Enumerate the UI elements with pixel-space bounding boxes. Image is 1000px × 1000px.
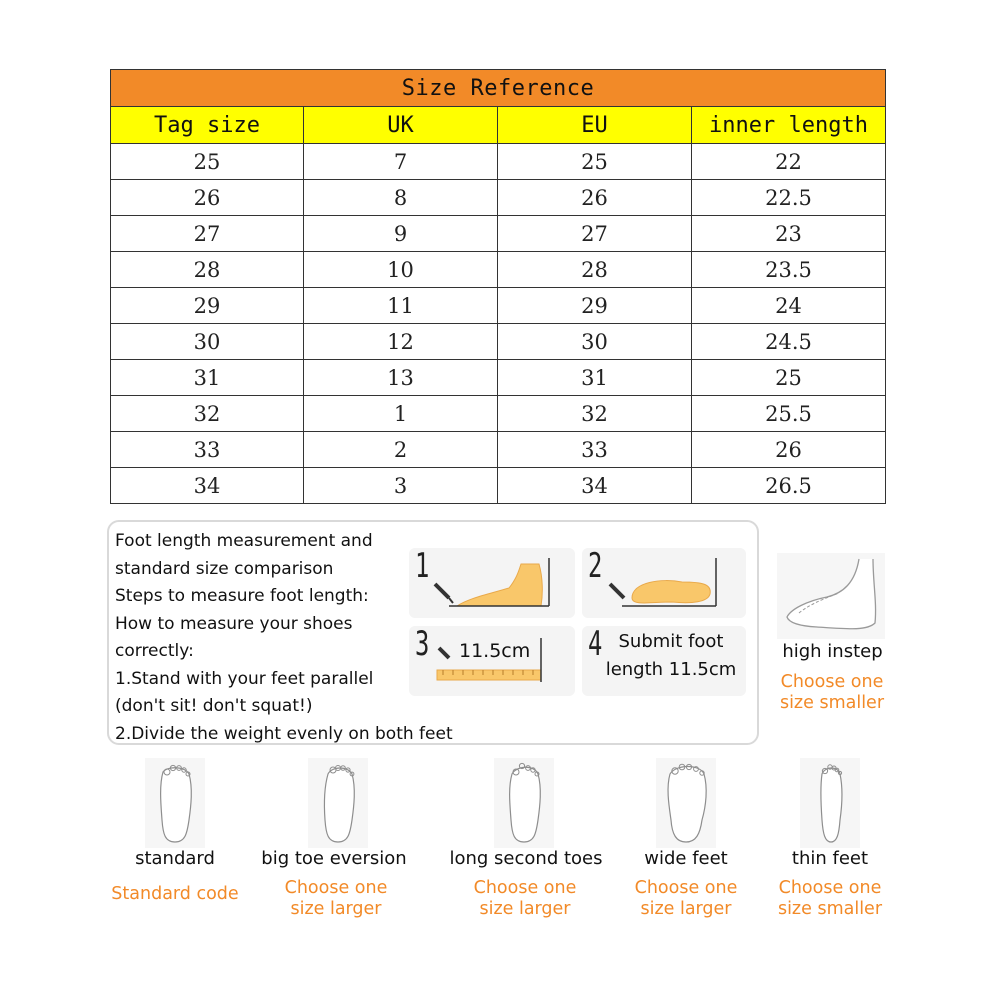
step-1-number: 1 [415,546,430,586]
table-row [111,396,886,432]
table-row [111,252,886,288]
column-header-inner-length: inner length [692,107,886,144]
table-row [111,288,886,324]
cell-uk: 9 [304,216,498,252]
step-4-instruction [598,628,744,684]
cell-uk: 10 [304,252,498,288]
size-reference-table [110,69,886,504]
cell-eu: 25 [498,144,692,180]
table-row [111,180,886,216]
ruler-measurement-value: 11.5cm [459,640,531,662]
cell-uk: 13 [304,360,498,396]
long-second-toes-foot-icon [494,758,554,848]
cell-inner-length: 26.5 [692,468,886,504]
high-instep-foot-icon [777,553,885,639]
cell-eu: 31 [498,360,692,396]
table-header-row [111,107,886,144]
foot-type-label: wide feet [644,848,728,869]
cell-tag-size: 28 [111,252,304,288]
foot-side-illustration-icon [409,548,575,618]
step-4-box [582,626,746,696]
cell-inner-length: 24 [692,288,886,324]
foot-type-advice [95,884,255,905]
cell-tag-size: 33 [111,432,304,468]
advice-line: size smaller [779,693,885,713]
cell-eu: 30 [498,324,692,360]
cell-inner-length: 23.5 [692,252,886,288]
cell-inner-length: 26 [692,432,886,468]
advice-line: Choose one [780,672,884,692]
step-2-box [582,548,746,618]
cell-uk: 11 [304,288,498,324]
cell-tag-size: 29 [111,288,304,324]
advice-line: Choose one [473,878,577,898]
big-toe-eversion-foot-icon [308,758,368,848]
table-row [111,216,886,252]
foot-type-advice [256,878,416,920]
instruction-line: correctly: [115,641,194,661]
table-row [111,468,886,504]
table-body [111,144,886,504]
cell-uk: 7 [304,144,498,180]
cell-eu: 33 [498,432,692,468]
instruction-line: 1.Stand with your feet parallel [115,668,374,689]
foot-top-illustration-icon [582,548,746,618]
advice-line: size smaller [777,899,883,919]
cell-inner-length: 25.5 [692,396,886,432]
cell-eu: 26 [498,180,692,216]
foot-type-label: standard [135,848,215,869]
high-instep-advice [762,672,902,714]
cell-inner-length: 22.5 [692,180,886,216]
table-row [111,432,886,468]
instruction-line: Foot length measurement and [115,531,373,551]
high-instep-label: high instep [782,641,883,662]
advice-line: Choose one [284,878,388,898]
cell-tag-size: 34 [111,468,304,504]
table-title: Size Reference [111,70,886,107]
cell-eu: 32 [498,396,692,432]
foot-type-advice [750,878,910,920]
foot-type-label: long second toes [449,848,603,869]
cell-eu: 28 [498,252,692,288]
cell-tag-size: 32 [111,396,304,432]
instruction-line: (don't sit! don't squat!) [115,696,313,716]
cell-inner-length: 23 [692,216,886,252]
cell-uk: 2 [304,432,498,468]
advice-line: Choose one [778,878,882,898]
step-4-number: 4 [588,624,603,664]
table-row [111,144,886,180]
step-4-text-line: Submit foot [618,631,724,652]
cell-uk: 8 [304,180,498,216]
cell-uk: 12 [304,324,498,360]
instruction-line: How to measure your shoes [115,613,353,634]
cell-eu: 27 [498,216,692,252]
cell-tag-size: 30 [111,324,304,360]
step-4-text-line: length 11.5cm [605,659,737,680]
cell-tag-size: 26 [111,180,304,216]
column-header-uk: UK [304,107,498,144]
instruction-line: standard size comparison [115,558,334,579]
wide-feet-foot-icon [656,758,716,848]
measurement-panel [107,520,759,745]
step-3-number: 3 [415,624,430,664]
instruction-line: Steps to measure foot length: [115,586,369,606]
cell-tag-size: 31 [111,360,304,396]
cell-tag-size: 25 [111,144,304,180]
thin-feet-foot-icon [800,758,860,848]
column-header-eu: EU [498,107,692,144]
cell-tag-size: 27 [111,216,304,252]
foot-type-advice [445,878,605,920]
step-3-box [409,626,575,696]
step-1-box [409,548,575,618]
column-header-tag-size: Tag size [111,107,304,144]
cell-inner-length: 25 [692,360,886,396]
advice-line: size larger [479,899,571,919]
advice-line: Choose one [634,878,738,898]
measurement-instructions [115,528,453,748]
cell-eu: 34 [498,468,692,504]
table-row [111,360,886,396]
table-title-row [111,70,886,107]
cell-inner-length: 22 [692,144,886,180]
step-2-number: 2 [588,546,603,586]
instruction-line: 2.Divide the weight evenly on both feet [115,723,453,744]
foot-type-label: big toe eversion [261,848,407,869]
high-instep-illustration [777,553,885,639]
cell-uk: 3 [304,468,498,504]
cell-eu: 29 [498,288,692,324]
advice-line: Standard code [111,884,239,904]
table-row [111,324,886,360]
cell-inner-length: 24.5 [692,324,886,360]
foot-type-label: thin feet [791,848,869,869]
foot-type-advice [606,878,766,920]
standard-foot-icon [145,758,205,848]
advice-line: size larger [640,899,732,919]
advice-line: size larger [290,899,382,919]
cell-uk: 1 [304,396,498,432]
